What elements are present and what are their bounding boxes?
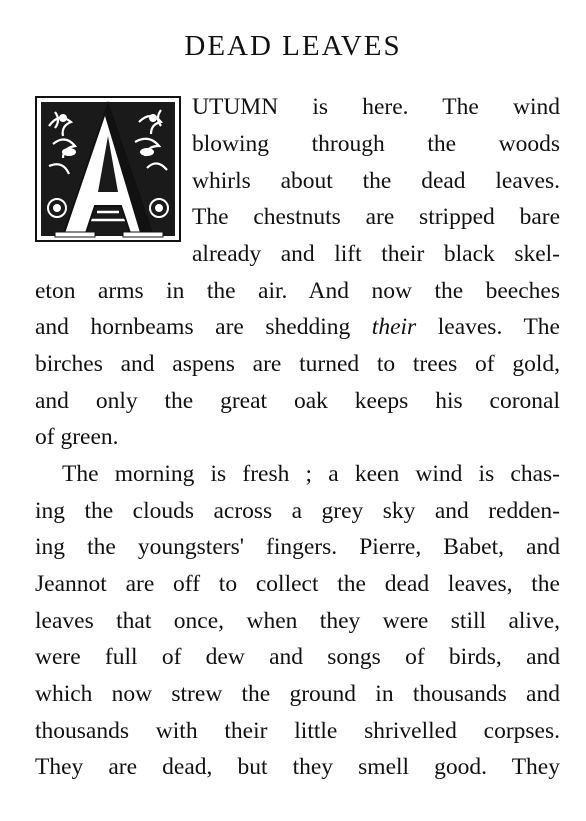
text-line: eton arms in the air. And now the beeches (35, 278, 560, 304)
text-line: UTUMN is here. The wind (192, 94, 560, 120)
page-title: DEAD LEAVES (184, 30, 402, 62)
drop-cap-illustration (35, 96, 181, 242)
drop-cap-letter: A (35, 96, 36, 97)
text-line: which now strew the ground in thousands and (35, 681, 560, 707)
text-line: The morning is fresh ; a keen wind is chas- (62, 461, 560, 487)
text-line: and only the great oak keeps his coronal (35, 388, 560, 414)
text-line: ing the clouds across a grey sky and redden- (35, 498, 560, 524)
text-line: The chestnuts are stripped bare (192, 204, 560, 230)
text-line: ing the youngsters' fingers. Pierre, Babet, and (35, 534, 560, 560)
emphasis-run: their (371, 314, 417, 340)
text-line: leaves that once, when they were still alive, (35, 608, 560, 634)
text-line: thousands with their little shrivelled corpses. (35, 718, 560, 744)
text-line: whirls about the dead leaves. (192, 168, 560, 194)
text-line: of green. (35, 424, 119, 450)
text-run: leaves. The (416, 314, 560, 340)
text-line: were full of dew and songs of birds, and (35, 644, 560, 670)
text-line: already and lift their black skel- (192, 241, 560, 267)
text-line: Jeannot are off to collect the dead leaves, the (35, 571, 560, 597)
text-line: birches and aspens are turned to trees of gold, (35, 351, 560, 377)
text-line (35, 316, 560, 340)
text-line: They are dead, but they smell good. They (35, 754, 560, 780)
text-run: and hornbeams are shedding (35, 314, 372, 340)
text-line: blowing through the woods (192, 131, 560, 157)
